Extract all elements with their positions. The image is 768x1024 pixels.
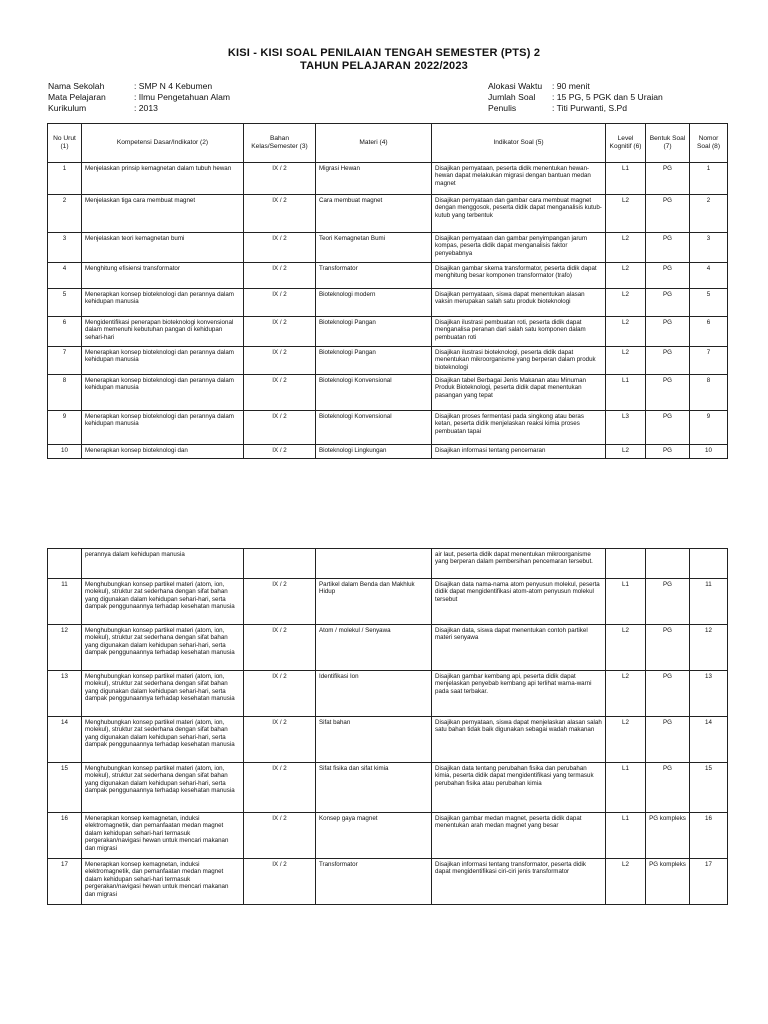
question-number-cell: 9 — [690, 411, 728, 445]
competency-cell: Menghubungkan konsep partikel materi (atom, ion, molekul), struktur zat sederhana dengan sifat bahan yang digunakan dalam kehidupan sehari-hari, serta dampak penggunaannya terhadap kesehatan manusia — [82, 579, 244, 625]
cognitive-level-cell: L1 — [606, 375, 646, 411]
competency-cell: Menerapkan konsep kemagnetan, induksi elektromagnetik, dan pemanfaatan medan magnet dalam kehidupan sehari-hari termasuk pergerakan/navigasi hewan untuk mencari makanan dan migrasi — [82, 813, 244, 859]
page-2 — [0, 546, 768, 1024]
kisi-kisi-table — [47, 123, 728, 459]
indicator-cell: Disajikan informasi tentang transformator, peserta didik dapat mengidentifikasi ciri-ciri jenis transformator — [432, 859, 606, 905]
competency-cell: perannya dalam kehidupan manusia — [82, 549, 244, 579]
table-row — [48, 347, 728, 375]
cognitive-level-cell: L1 — [606, 579, 646, 625]
info-value: : 2013 — [134, 103, 158, 113]
class-semester-cell: IX / 2 — [244, 813, 316, 859]
competency-cell: Menerapkan konsep bioteknologi dan perannya dalam kehidupan manusia — [82, 289, 244, 317]
question-number-cell: 10 — [690, 445, 728, 459]
competency-cell: Menjelaskan teori kemagnetan bumi — [82, 233, 244, 263]
class-semester-cell: IX / 2 — [244, 763, 316, 813]
table-row — [48, 233, 728, 263]
question-number-cell: 5 — [690, 289, 728, 317]
question-number-cell: 11 — [690, 579, 728, 625]
info-label: Penulis — [488, 103, 517, 113]
row-number: 10 — [48, 445, 82, 459]
material-cell: Atom / molekul / Senyawa — [316, 625, 432, 671]
table-row — [48, 317, 728, 347]
question-number-cell: 14 — [690, 717, 728, 763]
table-row — [48, 549, 728, 579]
class-semester-cell: IX / 2 — [244, 375, 316, 411]
exam-info — [488, 81, 663, 114]
row-number: 4 — [48, 263, 82, 289]
indicator-cell: Disajikan pernyataan, siswa dapat menjelaskan alasan salah satu bahan tidak baik digunakan sebagai wadah makanan — [432, 717, 606, 763]
row-number: 5 — [48, 289, 82, 317]
question-type-cell: PG — [646, 445, 690, 459]
competency-cell: Menghubungkan konsep partikel materi (atom, ion, molekul), struktur zat sederhana dengan sifat bahan yang digunakan dalam kehidupan sehari-hari, serta dampak penggunaannya terhadap kesehatan manusia — [82, 717, 244, 763]
class-semester-cell: IX / 2 — [244, 347, 316, 375]
question-type-cell: PG — [646, 411, 690, 445]
column-header: Indikator Soal (5) — [432, 124, 606, 163]
table-row — [48, 445, 728, 459]
table-row — [48, 813, 728, 859]
table-row — [48, 375, 728, 411]
question-type-cell: PG — [646, 233, 690, 263]
material-cell: Identifikasi Ion — [316, 671, 432, 717]
question-number-cell: 12 — [690, 625, 728, 671]
indicator-cell: Disajikan pernyataan, peserta didik menentukan hewan-hewan dapat melakukan migrasi dengan bantuan medan magnet — [432, 163, 606, 195]
indicator-cell: Disajikan pernyataan dan gambar penyimpangan jarum kompas, peserta didik dapat menganalisis faktor penyebabnya — [432, 233, 606, 263]
question-number-cell: 3 — [690, 233, 728, 263]
page-gap — [0, 470, 768, 546]
row-number: 8 — [48, 375, 82, 411]
table-row — [48, 263, 728, 289]
document-subtitle: TAHUN PELAJARAN 2022/2023 — [299, 60, 469, 72]
column-header: Bentuk Soal (7) — [646, 124, 690, 163]
row-number: 1 — [48, 163, 82, 195]
info-label: Jumlah Soal — [488, 92, 536, 102]
competency-cell: Menjelaskan prinsip kemagnetan dalam tubuh hewan — [82, 163, 244, 195]
info-label: Mata Pelajaran — [48, 92, 106, 102]
question-number-cell: 6 — [690, 317, 728, 347]
class-semester-cell: IX / 2 — [244, 717, 316, 763]
question-type-cell: PG — [646, 625, 690, 671]
cognitive-level-cell: L2 — [606, 445, 646, 459]
question-number-cell: 1 — [690, 163, 728, 195]
question-type-cell: PG — [646, 763, 690, 813]
question-type-cell: PG — [646, 579, 690, 625]
indicator-cell: Disajikan pernyataan, siswa dapat menentukan alasan vaksin merupakan salah satu produk bioteknologi — [432, 289, 606, 317]
table-row — [48, 671, 728, 717]
material-cell: Partikel dalam Benda dan Makhluk Hidup — [316, 579, 432, 625]
row-number: 17 — [48, 859, 82, 905]
class-semester-cell: IX / 2 — [244, 625, 316, 671]
indicator-cell: Disajikan informasi tentang pencemaran — [432, 445, 606, 459]
indicator-cell: Disajikan ilustrasi bioteknologi, peserta didik dapat menentukan mikroorganisme yang berperan dalam produk bioteknologi — [432, 347, 606, 375]
info-value: : 90 menit — [552, 81, 590, 91]
class-semester-cell: IX / 2 — [244, 195, 316, 233]
question-number-cell: 2 — [690, 195, 728, 233]
table-row — [48, 195, 728, 233]
row-number: 6 — [48, 317, 82, 347]
material-cell: Sifat fisika dan sifat kimia — [316, 763, 432, 813]
material-cell: Cara membuat magnet — [316, 195, 432, 233]
competency-cell: Menghubungkan konsep partikel materi (atom, ion, molekul), struktur zat sederhana dengan sifat bahan yang digunakan dalam kehidupan sehari-hari, serta dampak penggunaannya terhadap kesehatan manusia — [82, 625, 244, 671]
question-number-cell: 7 — [690, 347, 728, 375]
material-cell: Bioteknologi Lingkungan — [316, 445, 432, 459]
question-type-cell — [646, 549, 690, 579]
cognitive-level-cell: L2 — [606, 233, 646, 263]
table-row — [48, 717, 728, 763]
competency-cell: Menghubungkan konsep partikel materi (atom, ion, molekul), struktur zat sederhana dengan sifat bahan yang digunakan dalam kehidupan sehari-hari, serta dampak penggunaannya terhadap kesehatan manusia — [82, 763, 244, 813]
info-label: Kurikulum — [48, 103, 87, 113]
cognitive-level-cell: L2 — [606, 289, 646, 317]
question-type-cell: PG kompleks — [646, 813, 690, 859]
question-type-cell: PG — [646, 375, 690, 411]
row-number: 15 — [48, 763, 82, 813]
material-cell — [316, 549, 432, 579]
row-number: 9 — [48, 411, 82, 445]
indicator-cell: Disajikan ilustrasi pembuatan roti, peserta didik dapat menganalisa peranan dari salah satu komponen dalam pembuatan roti — [432, 317, 606, 347]
table-row — [48, 411, 728, 445]
indicator-cell: Disajikan data nama-nama atom penyusun molekul, peserta didik dapat mengidentifikasi atom-atom penyusun molekul tersebut — [432, 579, 606, 625]
material-cell: Bioteknologi Pangan — [316, 317, 432, 347]
info-value: : Ilmu Pengetahuan Alam — [134, 92, 231, 102]
class-semester-cell: IX / 2 — [244, 671, 316, 717]
row-number: 2 — [48, 195, 82, 233]
question-number-cell: 13 — [690, 671, 728, 717]
cognitive-level-cell: L1 — [606, 763, 646, 813]
indicator-cell: Disajikan data, siswa dapat menentukan contoh partikel materi senyawa — [432, 625, 606, 671]
cognitive-level-cell: L1 — [606, 813, 646, 859]
class-semester-cell: IX / 2 — [244, 579, 316, 625]
row-number: 16 — [48, 813, 82, 859]
class-semester-cell — [244, 549, 316, 579]
question-number-cell: 8 — [690, 375, 728, 411]
document-title: KISI - KISI SOAL PENILAIAN TENGAH SEMESTER (PTS) 2 — [227, 47, 541, 59]
material-cell: Bioteknologi modern — [316, 289, 432, 317]
question-type-cell: PG — [646, 717, 690, 763]
material-cell: Migrasi Hewan — [316, 163, 432, 195]
row-number: 7 — [48, 347, 82, 375]
column-header: Nomor Soal (8) — [690, 124, 728, 163]
question-number-cell: 16 — [690, 813, 728, 859]
material-cell: Bioteknologi Pangan — [316, 347, 432, 375]
table-row — [48, 579, 728, 625]
class-semester-cell: IX / 2 — [244, 163, 316, 195]
class-semester-cell: IX / 2 — [244, 233, 316, 263]
cognitive-level-cell: L2 — [606, 195, 646, 233]
class-semester-cell: IX / 2 — [244, 445, 316, 459]
row-number: 11 — [48, 579, 82, 625]
table-row — [48, 859, 728, 905]
indicator-cell: air laut, peserta didik dapat menentukan mikroorganisme yang berperan dalam pembersihan pencemaran tersebut. — [432, 549, 606, 579]
cognitive-level-cell: L3 — [606, 411, 646, 445]
table-header-row — [48, 124, 728, 163]
indicator-cell: Disajikan gambar skema transformator, peserta didik dapat menghitung besar komponen transformator (trafo) — [432, 263, 606, 289]
kisi-kisi-table-continued — [47, 548, 728, 905]
question-type-cell: PG — [646, 347, 690, 375]
class-semester-cell: IX / 2 — [244, 411, 316, 445]
material-cell: Teori Kemagnetan Bumi — [316, 233, 432, 263]
cognitive-level-cell: L2 — [606, 671, 646, 717]
competency-cell: Menjelaskan tiga cara membuat magnet — [82, 195, 244, 233]
column-header: Level Kognitif (6) — [606, 124, 646, 163]
material-cell: Transformator — [316, 859, 432, 905]
table-body — [48, 163, 728, 459]
column-header: Kompetensi Dasar/Indikator (2) — [82, 124, 244, 163]
indicator-cell: Disajikan gambar medan magnet, peserta didik dapat menentukan arah medan magnet yang besar — [432, 813, 606, 859]
indicator-cell: Disajikan data tentang perubahan fisika dan perubahan kimia, peserta didik dapat mengidentifikasi yang termasuk perubahan fisika atau perubahan kimia — [432, 763, 606, 813]
row-number: 12 — [48, 625, 82, 671]
table-row — [48, 763, 728, 813]
question-type-cell: PG — [646, 317, 690, 347]
table-row — [48, 289, 728, 317]
cognitive-level-cell: L2 — [606, 263, 646, 289]
competency-cell: Menerapkan konsep bioteknologi dan perannya dalam kehidupan manusia — [82, 375, 244, 411]
info-label: Nama Sekolah — [48, 81, 105, 91]
question-number-cell — [690, 549, 728, 579]
info-value: : 15 PG, 5 PGK dan 5 Uraian — [552, 92, 663, 102]
question-type-cell: PG — [646, 263, 690, 289]
competency-cell: Menghitung efisiensi transformator — [82, 263, 244, 289]
competency-cell: Menerapkan konsep bioteknologi dan perannya dalam kehidupan manusia — [82, 347, 244, 375]
material-cell: Konsep gaya magnet — [316, 813, 432, 859]
question-number-cell: 15 — [690, 763, 728, 813]
column-header: No Urut (1) — [48, 124, 82, 163]
info-value: : Titi Purwanti, S.Pd — [552, 103, 627, 113]
row-number — [48, 549, 82, 579]
page-1 — [0, 0, 768, 470]
class-semester-cell: IX / 2 — [244, 317, 316, 347]
question-number-cell: 17 — [690, 859, 728, 905]
table-row — [48, 163, 728, 195]
row-number: 14 — [48, 717, 82, 763]
question-type-cell: PG — [646, 289, 690, 317]
cognitive-level-cell: L1 — [606, 163, 646, 195]
question-type-cell: PG kompleks — [646, 859, 690, 905]
indicator-cell: Disajikan pernyataan dan gambar cara membuat magnet dengan menggosok, peserta didik dapat menganalisis kutub-kutub yang terbentuk — [432, 195, 606, 233]
question-type-cell: PG — [646, 671, 690, 717]
material-cell: Bioteknologi Konvensional — [316, 375, 432, 411]
question-type-cell: PG — [646, 195, 690, 233]
school-info — [48, 81, 230, 114]
cognitive-level-cell: L2 — [606, 859, 646, 905]
indicator-cell: Disajikan tabel Berbagai Jenis Makanan atau Minuman Produk Bioteknologi, peserta didik dapat menentukan pasangan yang tepat — [432, 375, 606, 411]
cognitive-level-cell: L2 — [606, 625, 646, 671]
material-cell: Bioteknologi Konvensional — [316, 411, 432, 445]
competency-cell: Menghubungkan konsep partikel materi (atom, ion, molekul), struktur zat sederhana dengan sifat bahan yang digunakan dalam kehidupan sehari-hari, serta dampak penggunaannya terhadap kesehatan manusia — [82, 671, 244, 717]
competency-cell: Mengidentifikasi penerapan bioteknologi konvensional dalam memenuhi kebutuhan pangan di kehidupan sehari-hari — [82, 317, 244, 347]
column-header: Bahan Kelas/Semester (3) — [244, 124, 316, 163]
material-cell: Transformator — [316, 263, 432, 289]
competency-cell: Menerapkan konsep kemagnetan, induksi elektromagnetik, dan pemanfaatan medan magnet dalam kehidupan sehari-hari termasuk pergerakan/navigasi hewan untuk mencari makanan dan migrasi — [82, 859, 244, 905]
class-semester-cell: IX / 2 — [244, 859, 316, 905]
cognitive-level-cell — [606, 549, 646, 579]
material-cell: Sifat bahan — [316, 717, 432, 763]
indicator-cell: Disajikan gambar kembang api, peserta didik dapat menjelaskan penyebab kembang api terlihat warna-warni pada saat terbakar. — [432, 671, 606, 717]
class-semester-cell: IX / 2 — [244, 289, 316, 317]
competency-cell: Menerapkan konsep bioteknologi dan perannya dalam kehidupan manusia — [82, 411, 244, 445]
cognitive-level-cell: L2 — [606, 347, 646, 375]
row-number: 13 — [48, 671, 82, 717]
class-semester-cell: IX / 2 — [244, 263, 316, 289]
cognitive-level-cell: L2 — [606, 717, 646, 763]
competency-cell: Menerapkan konsep bioteknologi dan — [82, 445, 244, 459]
info-value: : SMP N 4 Kebumen — [134, 81, 213, 91]
column-header: Materi (4) — [316, 124, 432, 163]
question-number-cell: 4 — [690, 263, 728, 289]
table-body — [48, 549, 728, 905]
table-row — [48, 625, 728, 671]
cognitive-level-cell: L2 — [606, 317, 646, 347]
indicator-cell: Disajikan proses fermentasi pada singkong atau beras ketan, peserta didik menjelaskan reaksi kimia proses pembuatan tapai — [432, 411, 606, 445]
row-number: 3 — [48, 233, 82, 263]
info-label: Alokasi Waktu — [488, 81, 543, 91]
question-type-cell: PG — [646, 163, 690, 195]
